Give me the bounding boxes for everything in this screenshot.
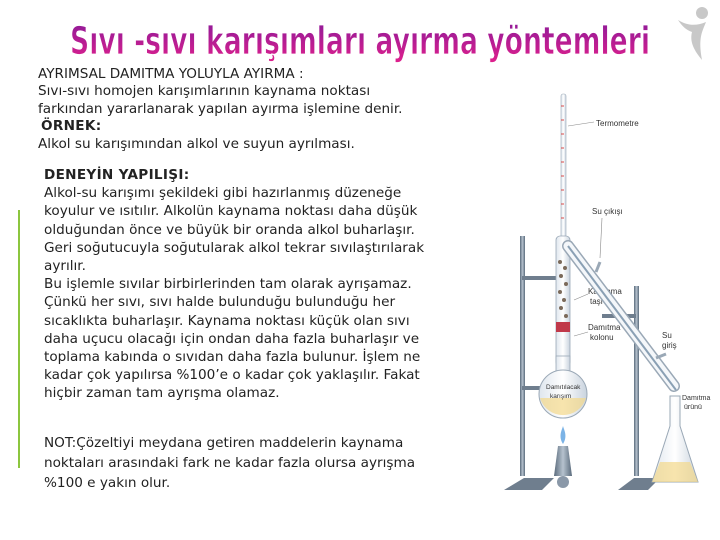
experiment-line: hiçbir zaman tam ayrışma olamaz. <box>44 385 280 402</box>
logo-icon <box>672 4 718 62</box>
stand-rod <box>520 236 525 476</box>
title-text: Sıvı -sıvı karışımları ayırma yöntemleri <box>70 19 650 63</box>
experiment-line: daha uçucu olacağı için ondan daha fazla buharlaşır ve <box>44 330 420 347</box>
label-column: Damıtma <box>588 323 621 332</box>
experiment-line: kadar çok yapılırsa %100’e o kadar çok yaklaşılır. Fakat <box>44 367 420 384</box>
label-flask: Damıtılacak <box>546 384 581 391</box>
note-line: noktaları arasındaki fark ne kadar fazla olursa ayrışma <box>44 454 416 471</box>
example-heading: ÖRNEK: <box>41 118 102 135</box>
label-column-2: kolonu <box>590 333 614 342</box>
experiment-line: toplama kabında o sıvıdan daha fazla bulunur. İşlem ne <box>44 349 421 366</box>
experiment-line: Çünkü her sıvı, sıvı halde bulunduğu bulunduğu her <box>44 294 396 311</box>
note-line: NOT:Çözeltiyi meydana getiren maddelerin kaynama <box>44 435 404 451</box>
experiment-line: sıcaklıkta buharlaşır. Kaynama noktası küçük olan sıvı <box>44 312 410 329</box>
label-boiling-stone-2: taşı <box>590 297 603 306</box>
experiment-line: ayrılır. <box>44 258 86 275</box>
intro-heading: AYRIMSAL DAMITMA YOLUYLA AYIRMA : <box>38 66 304 82</box>
label-water-in: Su <box>662 331 672 340</box>
accent-line <box>18 210 20 468</box>
page-title <box>60 10 660 66</box>
intro-line: farkından yararlanarak yapılan ayırma işlemine denir. <box>38 100 403 117</box>
label-flask-2: karışım <box>550 393 572 400</box>
experiment-line: Geri soğutucuyla soğutularak alkol tekrar sıvılaştırılarak <box>44 239 425 256</box>
label-water-out: Su çıkışı <box>592 207 623 216</box>
label-distillate: Damıtma <box>682 395 711 402</box>
experiment-line: Bu işlemle sıvılar birbirlerinden tam olarak ayrışamaz. <box>44 276 412 293</box>
intro-section <box>38 66 508 153</box>
experiment-heading: DENEYİN YAPILIŞI: <box>44 167 190 183</box>
label-thermometer: Termometre <box>596 119 639 128</box>
stand-base <box>504 478 554 490</box>
experiment-line: koyulur ve ısıtılır. Alkolün kaynama noktası daha düşük <box>44 203 418 220</box>
intro-line: Sıvı-sıvı homojen karışımlarının kaynama noktası <box>38 83 371 100</box>
experiment-line: Alkol-su karışımı şekildeki gibi hazırlanmış düzeneğe <box>44 185 402 202</box>
label-distillate-2: ürünü <box>684 404 702 411</box>
label-water-in-2: giriş <box>662 341 677 350</box>
note-section <box>44 434 504 493</box>
experiment-section <box>44 166 514 403</box>
example-text: Alkol su karışımından alkol ve suyun ayrılması. <box>38 135 355 152</box>
burner-icon <box>554 446 572 476</box>
note-line: %100 e yakın olur. <box>44 474 171 491</box>
experiment-line: olduğundan önce ve büyük bir oranda alkol buharlaşır. <box>44 221 415 238</box>
label-boiling-stone: Kaynama <box>588 287 622 296</box>
distillation-apparatus-diagram <box>484 86 714 500</box>
